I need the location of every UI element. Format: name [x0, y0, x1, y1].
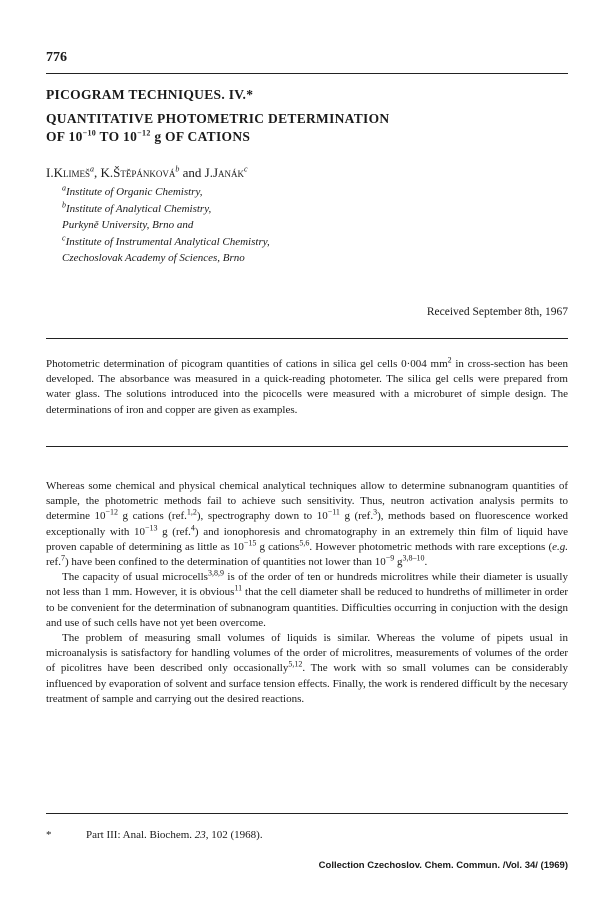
affiliation-c: $^c$Institute of Instrumental Analytical Chemistry,: [62, 232, 270, 248]
title-line-3: OF $10^{-10}$ TO $10^{-12}$ g OF CATIONS: [46, 128, 251, 144]
author: J.Janák$^c$: [204, 164, 248, 180]
affiliation-b: $^b$Institute of Analytical Chemistry,: [62, 199, 212, 215]
journal-citation: Collection Czechoslov. Chem. Commun. /Vol. 34/ (1969): [318, 860, 568, 871]
abstract-rule-bottom: [46, 446, 568, 447]
affiliations: [62, 184, 562, 267]
header-rule: [46, 73, 568, 74]
paragraph: The capacity of usual microcells$^{3,8,9}$ is of the order of ten or hundreds microlitres while their diameter is usually not less than 1 mm. However, it is obvious$^{11}$ that the cell diameter shall be reduced to hundreths of millimeter in order to be convenient for the determination of subnanogram quantities. Difficulties occurring in conjuction with the design and use of such cells have not yet been overcome.: [46, 568, 568, 629]
author: I.Klimeš$^a$,: [46, 164, 101, 180]
authors: [46, 165, 248, 181]
series-title: PICOGRAM TECHNIQUES. IV.*: [46, 87, 254, 102]
paragraph: The problem of measuring small volumes of liquids is similar. Whereas the volume of pipets usual in microanalysis is satisfactory for handling volumes of the order of microlitres, measurements of volumes of the order of picolitres have been described only occasionally$^{5,12}$. The work with so small volumes can be considerably influenced by evaporation of solvent and surface tension effects. Finally, the work is rendered difficult by the necesary treatment of sample and carrying out the desired reactions.: [46, 632, 568, 705]
footnote-rule: [46, 813, 568, 814]
title-line-2: QUANTITATIVE PHOTOMETRIC DETERMINATION: [46, 111, 390, 126]
affiliation-b-line2: Purkyně University, Brno and: [62, 219, 194, 231]
body-text: [46, 479, 568, 707]
article-title: [46, 86, 568, 146]
footnote: * Part III: Anal. Biochem. 23, 102 (1968).: [46, 829, 263, 841]
abstract: Photometric determination of picogram quantities of cations in silica gel cells 0·004 $mm^2$ in cross-section has been developed. The absorbance was measured in a quick-reading photometer. The silica gel cells were prepared from water glass. The solutions introduced into the picocells were measured with a microburet of simple design. The determinations of iron and copper are given as examples.: [46, 355, 568, 416]
abstract-rule-top: [46, 338, 568, 339]
author: K.Štěpánková$^b$ and: [100, 164, 205, 180]
affiliation-a: $^a$Institute of Organic Chemistry,: [62, 183, 203, 198]
paragraph: Whereas some chemical and physical chemical analytical techniques allow to determine subnanogram quantities of sample, the photometric methods fail to achieve such sensitivity. Thus, neutron activation analysis permits to determine $10^{-12}$ g cations (ref.$^{1,2}$), spectrography down to $10^{-11}$ g (ref.$^3$), methods based on fluorescence worked exceptionally with $10^{-13}$ g (ref.$^4$) and ionophoresis and chromatography in an extremely thin film of liquid have proven capable of determining as little as $10^{-15}$ g cations$^{5,6}$. However photometric methods with rare exceptions (e.g. ref.$^7$) have been confined to the determination of quantities not lower than $10^{-9}$ $g^{3,8-10}$.: [46, 480, 569, 569]
received-date: Received September 8th, 1967: [426, 306, 568, 318]
affiliation-c-line2: Czechoslovak Academy of Sciences, Brno: [62, 252, 245, 264]
page-number: 776: [46, 50, 67, 65]
